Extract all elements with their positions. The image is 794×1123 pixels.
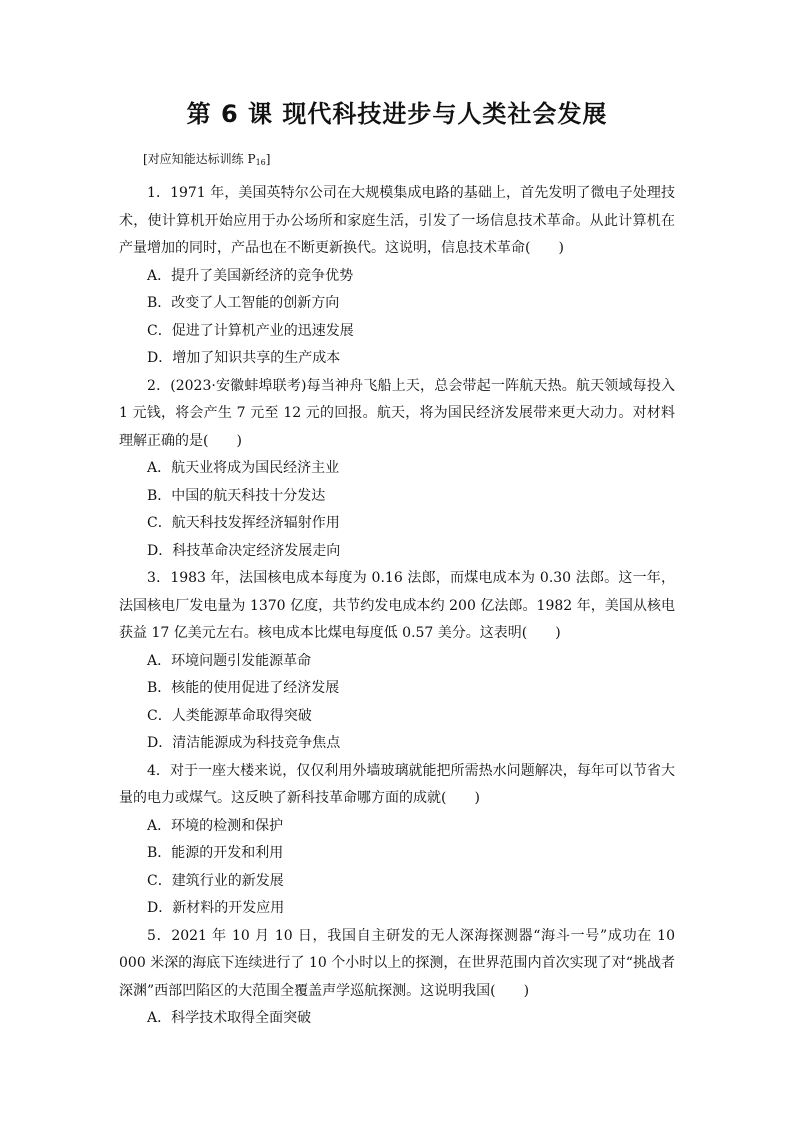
option-d[interactable]: D．清洁能源成为科技竞争焦点 — [147, 735, 341, 751]
option-b[interactable]: B．核能的使用促进了经济发展 — [147, 680, 340, 696]
question-stem: 2．(2023·安徽蚌埠联考)每当神舟飞船上天，总会带起一阵航天热。航天领域每投入 1 元钱，将会产生 7 元至 12 元的回报。航天，将为国民经济发展带来更大动力。对材料理解正确的是( ) — [119, 377, 675, 449]
option-a[interactable]: A．科学技术取得全面突破 — [147, 1010, 312, 1026]
question-3 — [119, 565, 675, 758]
option-b[interactable]: B．改变了人工智能的创新方向 — [147, 295, 340, 311]
question-stem: 1．1971 年，美国英特尔公司在大规模集成电路的基础上，首先发明了微电子处理技术，使计算机开始应用于办公场所和家庭生活，引发了一场信息技术革命。从此计算机在产量增加的同时，产品也在不断更新换代。这说明，信息技术革命( ) — [119, 185, 675, 256]
question-2 — [119, 373, 675, 566]
question-stem: 5．2021 年 10 月 10 日，我国自主研发的无人深海探测器“海斗一号”成功在 10 000 米深的海底下连续进行了 10 个小时以上的探测，在世界范围内首次实现了对“挑战者深渊”西部凹陷区的大范围全覆盖声学巡航探测。这说明我国( ) — [119, 927, 675, 999]
option-a[interactable]: A．环境问题引发能源革命 — [147, 652, 312, 669]
option-c[interactable]: C．航天科技发挥经济辐射作用 — [147, 515, 340, 531]
question-stem: 3．1983 年，法国核电成本每度为 0.16 法郎，而煤电成本为 0.30 法郎。这一年，法国核电厂发电量为 1370 亿度，共节约发电成本约 200 亿法郎。1982 年，美国从核电获益 17 亿美元左右。核电成本比煤电每度低 0.57 美分。这表明( ) — [119, 570, 675, 641]
option-b[interactable]: B．能源的开发和利用 — [147, 845, 284, 861]
option-b[interactable]: B．中国的航天科技十分发达 — [147, 487, 326, 504]
question-4 — [119, 758, 675, 923]
option-d[interactable]: D．科技革命决定经济发展走向 — [147, 542, 341, 559]
exercise-reference-suffix: ] — [265, 152, 271, 166]
option-c[interactable]: C．建筑行业的新发展 — [147, 872, 284, 889]
option-c[interactable]: C．促进了计算机产业的迅速发展 — [147, 322, 354, 339]
exercise-reference-prefix: [对应知能达标训练 P — [143, 152, 256, 166]
option-d[interactable]: D．新材料的开发应用 — [147, 900, 285, 916]
option-a[interactable]: A．航天业将成为国民经济主业 — [147, 460, 340, 476]
option-c[interactable]: C．人类能源革命取得突破 — [147, 707, 312, 724]
question-5 — [119, 923, 675, 1033]
option-a[interactable]: A．提升了美国新经济的竞争优势 — [147, 267, 354, 284]
question-list — [119, 180, 675, 1033]
option-a[interactable]: A．环境的检测和保护 — [147, 817, 284, 834]
exercise-reference-page-number: 16 — [255, 158, 266, 167]
question-stem: 4．对于一座大楼来说，仅仅利用外墙玻璃就能把所需热水问题解决，每年可以节省大量的电力或煤气。这反映了新科技革命哪方面的成就( ) — [119, 762, 675, 806]
option-d[interactable]: D．增加了知识共享的生产成本 — [147, 350, 341, 366]
exercise-reference — [143, 150, 270, 172]
page-title: 第 6 课 现代科技进步与人类社会发展 — [186, 100, 608, 128]
question-1 — [119, 180, 675, 373]
